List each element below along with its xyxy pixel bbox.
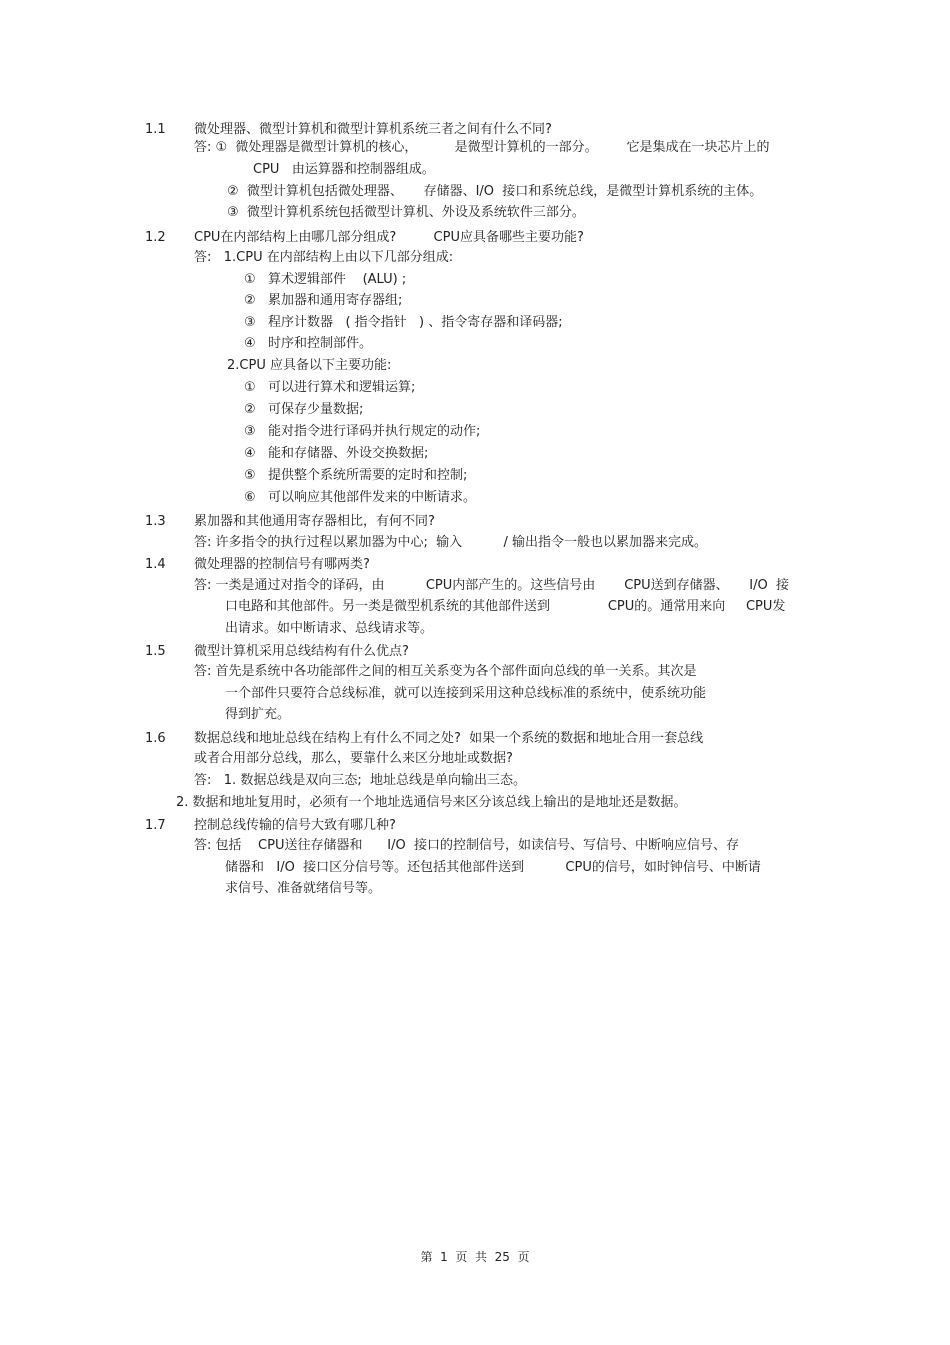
answer-line: ③ 程序计数器 ( 指令指针 ) 、指令寄存器和译码器; (244, 315, 563, 330)
question-number: 1.3 (145, 514, 166, 529)
question-text: 控制总线传输的信号大致有哪几种? (194, 818, 396, 833)
question-text: 微型计算机采用总线结构有什么优点? (194, 644, 409, 659)
page-footer: 第 1 页 共 25 页 (420, 1250, 530, 1264)
answer-line: ④ 能和存储器、外设交换数据; (244, 446, 429, 461)
question-text: 或者合用部分总线，那么，要靠什么来区分地址或数据? (194, 751, 513, 766)
answer-line: 口电路和其他部件。另一类是微型机系统的其他部件送到 CPU的。通常用来向 CPU发 (225, 599, 786, 614)
answer-line: ⑥ 可以响应其他部件发来的中断请求。 (244, 490, 477, 505)
answer-line: ① 算术逻辑部件 (ALU) ; (244, 272, 407, 287)
answer-line: 答: 1.CPU 在内部结构上由以下几部分组成: (194, 250, 454, 265)
question-number: 1.5 (145, 644, 166, 659)
question-text: 累加器和其他通用寄存器相比，有何不同? (194, 514, 435, 529)
answer-line: 2.CPU 应具备以下主要功能: (227, 358, 392, 373)
question-text: 微处理器的控制信号有哪两类? (194, 557, 370, 572)
answer-line: ⑤ 提供整个系统所需要的定时和控制; (244, 468, 468, 483)
answer-line: ① 可以进行算术和逻辑运算; (244, 380, 416, 395)
question-number: 1.7 (145, 818, 166, 833)
question-text: CPU在内部结构上由哪几部分组成? CPU应具备哪些主要功能? (194, 230, 584, 245)
answer-line: 答: 一类是通过对指令的译码，由 CPU内部产生的。这些信号由 CPU送到存储器、 I/O 接 (194, 578, 789, 593)
answer-line: 答: 包括 CPU送往存储器和 I/O 接口的控制信号，如读信号、写信号、中断响应信号、存 (194, 838, 739, 853)
answer-line: 2. 数据和地址复用时，必须有一个地址选通信号来区分该总线上输出的是地址还是数据。 (176, 795, 687, 810)
answer-line: ③ 微型计算机系统包括微型计算机、外设及系统软件三部分。 (227, 205, 585, 220)
answer-line: 求信号、准备就绪信号等。 (225, 881, 382, 896)
answer-line: 出请求。如中断请求、总线请求等。 (225, 621, 434, 636)
answer-line: 一个部件只要符合总线标准，就可以连接到采用这种总线标准的系统中，使系统功能 (225, 686, 707, 701)
answer-line: 储器和 I/O 接口区分信号等。还包括其他部件送到 CPU的信号，如时钟信号、中断请 (225, 860, 761, 875)
question-number: 1.4 (145, 557, 166, 572)
answer-line: 答: 首先是系统中各功能部件之间的相互关系变为各个部件面向总线的单一关系。其次是 (194, 664, 697, 679)
question-number: 1.6 (145, 731, 166, 746)
question-number: 1.1 (145, 122, 166, 137)
question-number: 1.2 (145, 230, 166, 245)
answer-line: ② 可保存少量数据; (244, 402, 364, 417)
answer-line: 答: 1. 数据总线是双向三态; 地址总线是单向输出三态。 (194, 773, 526, 788)
question-text: 数据总线和地址总线在结构上有什么不同之处? 如果一个系统的数据和地址合用一套总线 (194, 731, 704, 746)
answer-line: ③ 能对指令进行译码并执行规定的动作; (244, 424, 481, 439)
question-text: 微处理器、微型计算机和微型计算机系统三者之间有什么不同? (194, 122, 552, 137)
answer-line: ② 累加器和通用寄存器组; (244, 293, 403, 308)
answer-line: ② 微型计算机包括微处理器、 存储器、I/O 接口和系统总线，是微型计算机系统的主体。 (227, 184, 763, 199)
answer-line: ④ 时序和控制部件。 (244, 336, 373, 351)
answer-line: 得到扩充。 (225, 707, 291, 722)
answer-line: 答: ① 微处理器是微型计算机的核心， 是微型计算机的一部分。 它是集成在一块芯片上的 (194, 140, 770, 155)
answer-line: 答: 许多指令的执行过程以累加器为中心; 输入 / 输出指令一般也以累加器来完成。 (194, 535, 707, 550)
answer-line: CPU 由运算器和控制器组成。 (253, 162, 435, 177)
